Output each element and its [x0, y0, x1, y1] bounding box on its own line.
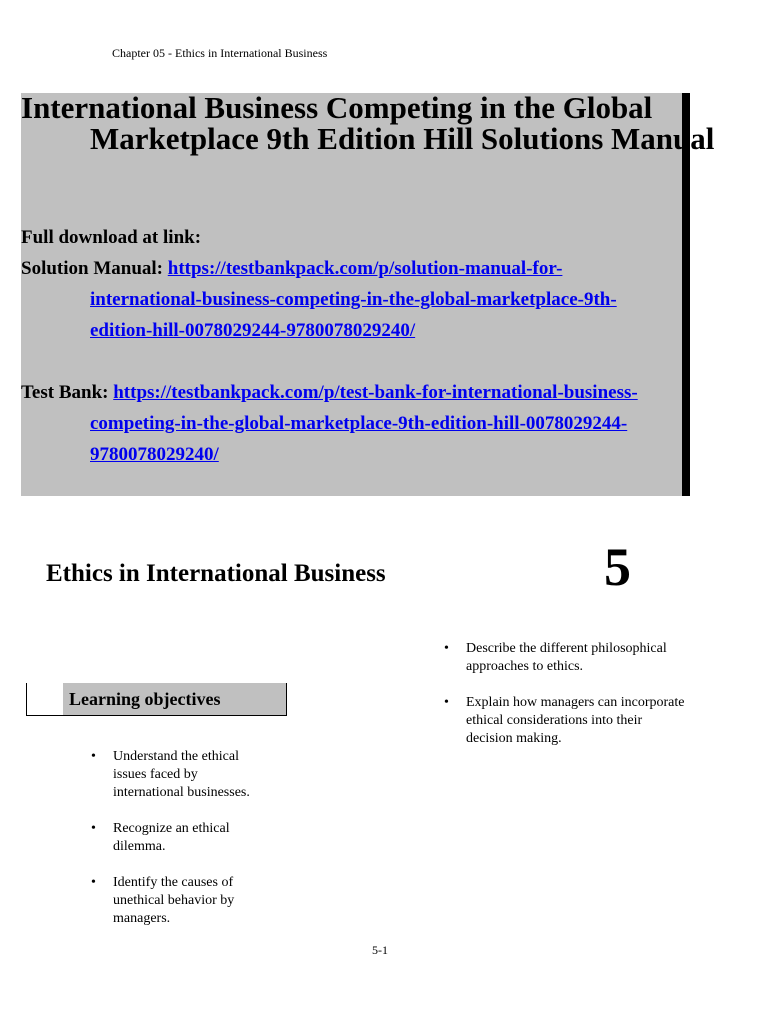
objectives-list-left: [89, 748, 269, 946]
chapter-number: 5: [604, 537, 631, 597]
solution-manual-line: [21, 253, 671, 346]
solution-manual-link[interactable]: https://testbankpack.com/p/solution-manual-for-international-business-competing-in-the-global-marketplace-9th-edition-hill-0078029244-9780078029240/: [90, 258, 617, 341]
test-bank-line: [21, 377, 671, 470]
download-intro: Full download at link:: [21, 227, 202, 248]
running-header: Chapter 05 - Ethics in International Business: [112, 46, 328, 60]
test-bank-link[interactable]: https://testbankpack.com/p/test-bank-for-international-business-competing-in-the-global-marketplace-9th-edition-hill-0078029244-9780078029240/: [90, 382, 638, 465]
spacer: [21, 346, 671, 377]
learning-objectives-heading: Learning objectives: [63, 683, 287, 715]
objective-item: • Understand the ethical issues faced by international businesses.: [89, 748, 269, 802]
objective-item: • Describe the different philosophical approaches to ethics.: [442, 640, 692, 676]
chapter-title: Ethics in International Business: [46, 560, 386, 587]
learning-objectives-box: [26, 683, 287, 716]
objective-item: • Recognize an ethical dilemma.: [89, 820, 269, 856]
objective-item: • Identify the causes of unethical behavior by managers.: [89, 874, 269, 928]
document-title: International Business Competing in the Global Marketplace 9th Edition Hill Solutions Manual: [21, 90, 715, 156]
download-links: [21, 222, 671, 470]
objective-item: • Explain how managers can incorporate ethical considerations into their decision making.: [442, 694, 692, 748]
objectives-list-right: [442, 640, 692, 766]
page-number: 5-1: [372, 943, 388, 957]
solution-manual-label: Solution Manual:: [21, 258, 164, 279]
test-bank-label: Test Bank:: [21, 382, 109, 403]
